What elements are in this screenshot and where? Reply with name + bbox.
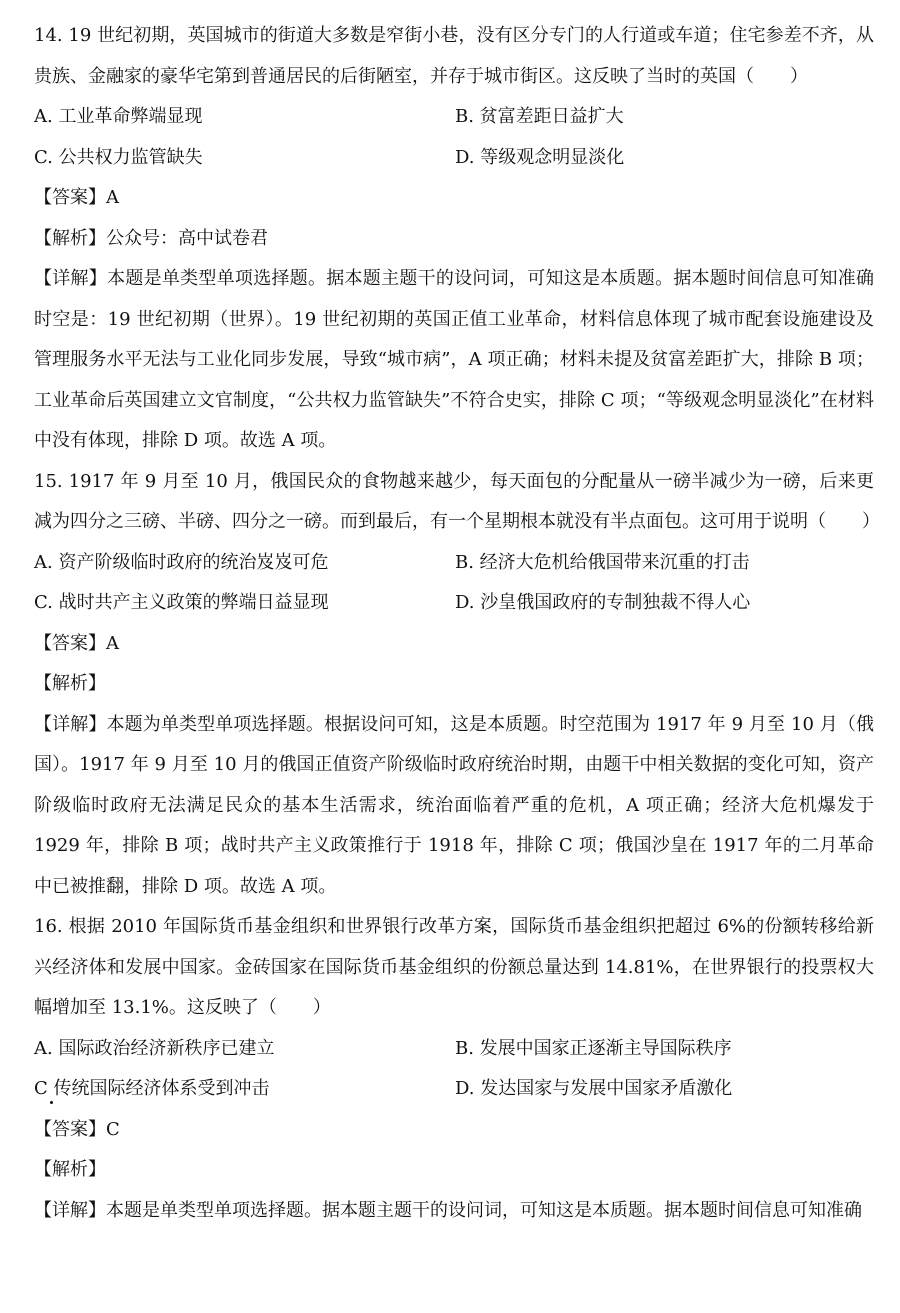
option-b: B. 发展中国家正逐渐主导国际秩序 bbox=[455, 1037, 732, 1059]
question-15-detail: 【详解】本题为单类型单项选择题。根据设问可知，这是本质题。时空范围为 1917 年 9 月至 10 月（俄国）。1917 年 9 月至 10 月的俄国正值资产阶级临时政府统治时期，由题干中相关数据的变化可知，资产阶级临时政府无法满足民众的基本生活需求，统治面临着严重的危机，A 项正确；经济大危机爆发于 1929 年，排除 B 项；战时共产主义政策推行于 1918 年，排除 C 项；俄国沙皇在 1917 年的二月革命中已被推翻，排除 D 项。故选 A 项。 bbox=[34, 713, 874, 897]
question-14-options bbox=[34, 97, 874, 178]
question-15-options bbox=[34, 543, 874, 624]
option-a: A. 国际政治经济新秩序已建立 bbox=[34, 1037, 275, 1059]
question-14-analysis: 【解析】公众号：高中试卷君 bbox=[34, 227, 268, 249]
stray-dot bbox=[50, 1101, 53, 1104]
question-14-answer: 【答案】A bbox=[34, 187, 119, 208]
option-a: A. 工业革命弊端显现 bbox=[34, 106, 203, 127]
question-14-detail: 【详解】本题是单类型单项选择题。据本题主题干的设问词，可知这是本质题。据本题时间信息可知准确时空是：19 世纪初期（世界）。19 世纪初期的英国正值工业革命，材料信息体现了城市配套设施建设及管理服务水平无法与工业化同步发展，导致“城市病”，A 项正确；材料未提及贫富差距扩大，排除 B 项；工业革命后英国建立文官制度，“公共权力监管缺失”不符合史实，排除 C 项；“等级观念明显淡化”在材料中没有体现，排除 D 项。故选 A 项。 bbox=[34, 268, 874, 451]
question-16-answer: 【答案】C bbox=[34, 1118, 120, 1140]
option-c: C 传统国际经济体系受到冲击 bbox=[34, 1078, 270, 1099]
exam-page bbox=[34, 16, 880, 1231]
option-b: B. 贫富差距日益扩大 bbox=[455, 106, 624, 127]
question-15-stem: 15. 1917 年 9 月至 10 月，俄国民众的食物越来越少，每天面包的分配量从一磅半减少为一磅，后来更减为四分之三磅、半磅、四分之一磅。而到最后，有一个星期根本就没有半点面包。这可用于说明（ ） bbox=[34, 470, 880, 532]
question-16-detail: 【详解】本题是单类型单项选择题。据本题主题干的设问词，可知这是本质题。据本题时间信息可知准确 bbox=[34, 1199, 862, 1221]
question-16-stem: 16. 根据 2010 年国际货币基金组织和世界银行改革方案，国际货币基金组织把超过 6%的份额转移给新兴经济体和发展中国家。金砖国家在国际货币基金组织的份额总量达到 14.81%，在世界银行的投票权大幅增加至 13.1%。这反映了（ ） bbox=[34, 916, 874, 1018]
option-c: C. 战时共产主义政策的弊端日益显现 bbox=[34, 592, 329, 613]
option-d: D. 发达国家与发展中国家矛盾激化 bbox=[455, 1078, 733, 1099]
option-c: C. 公共权力监管缺失 bbox=[34, 146, 203, 168]
option-b: B. 经济大危机给俄国带来沉重的打击 bbox=[455, 551, 750, 573]
question-15-answer: 【答案】A bbox=[34, 632, 119, 654]
question-14-stem: 14. 19 世纪初期，英国城市的街道大多数是窄街小巷，没有区分专门的人行道或车道；住宅参差不齐，从贵族、金融家的豪华宅第到普通居民的后街陋室，并存于城市街区。这反映了当时的英国（ ） bbox=[34, 25, 874, 87]
option-d: D. 等级观念明显淡化 bbox=[455, 146, 625, 168]
option-d: D. 沙皇俄国政府的专制独裁不得人心 bbox=[455, 592, 751, 613]
option-a: A. 资产阶级临时政府的统治岌岌可危 bbox=[34, 551, 329, 573]
question-15-analysis: 【解析】 bbox=[34, 673, 106, 694]
question-16-options bbox=[34, 1029, 874, 1110]
question-16-analysis: 【解析】 bbox=[34, 1159, 106, 1180]
